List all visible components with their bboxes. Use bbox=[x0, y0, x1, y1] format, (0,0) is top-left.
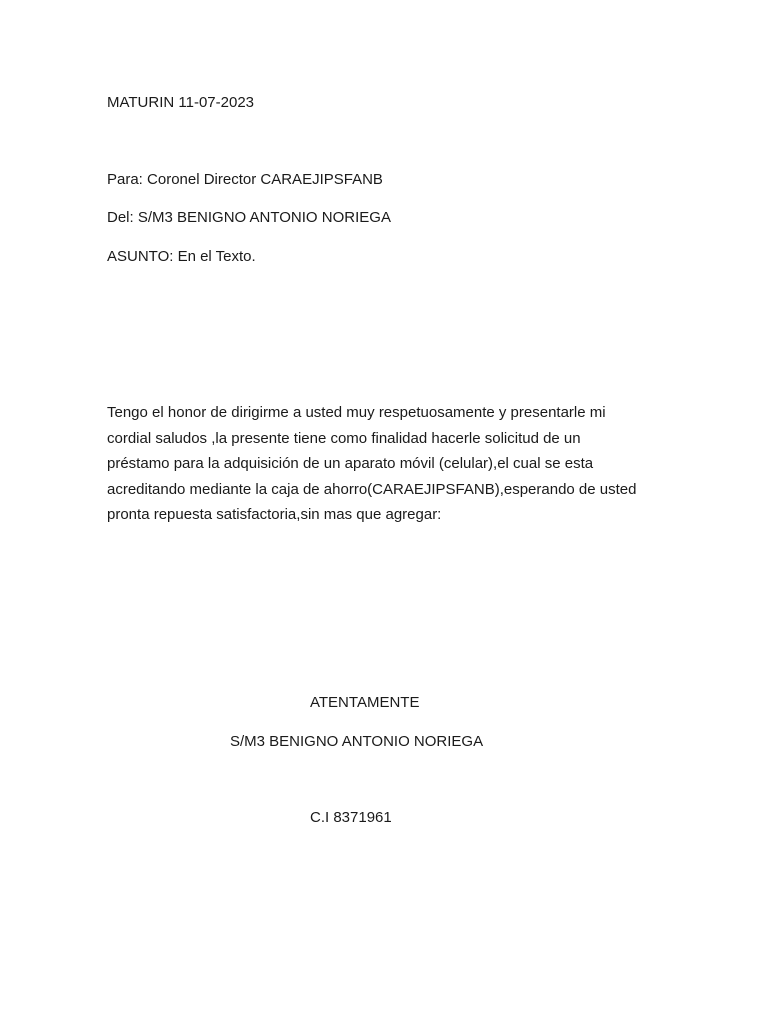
recipient-line: Para: Coronel Director CARAEJIPSFANB bbox=[107, 171, 383, 188]
date-line: MATURIN 11-07-2023 bbox=[107, 94, 254, 111]
body-line: Tengo el honor de dirigirme a usted muy respetuosamente y presentarle mi bbox=[107, 404, 606, 421]
body-line: cordial saludos ,la presente tiene como finalidad hacerle solicitud de un bbox=[107, 429, 581, 447]
id-number: C.I 8371961 bbox=[310, 809, 392, 826]
body-line: acreditando mediante la caja de ahorro(CARAEJIPSFANB),esperando de usted bbox=[107, 480, 637, 498]
sender-line: Del: S/M3 BENIGNO ANTONIO NORIEGA bbox=[107, 209, 391, 226]
body-paragraph bbox=[107, 400, 667, 528]
closing-line: ATENTAMENTE bbox=[310, 694, 420, 711]
subject-line: ASUNTO: En el Texto. bbox=[107, 248, 256, 265]
body-line: préstamo para la adquisición de un aparato móvil (celular),el cual se esta bbox=[107, 455, 594, 472]
body-line: pronta repuesta satisfactoria,sin mas que agregar: bbox=[107, 506, 442, 523]
signer-name: S/M3 BENIGNO ANTONIO NORIEGA bbox=[230, 733, 484, 750]
